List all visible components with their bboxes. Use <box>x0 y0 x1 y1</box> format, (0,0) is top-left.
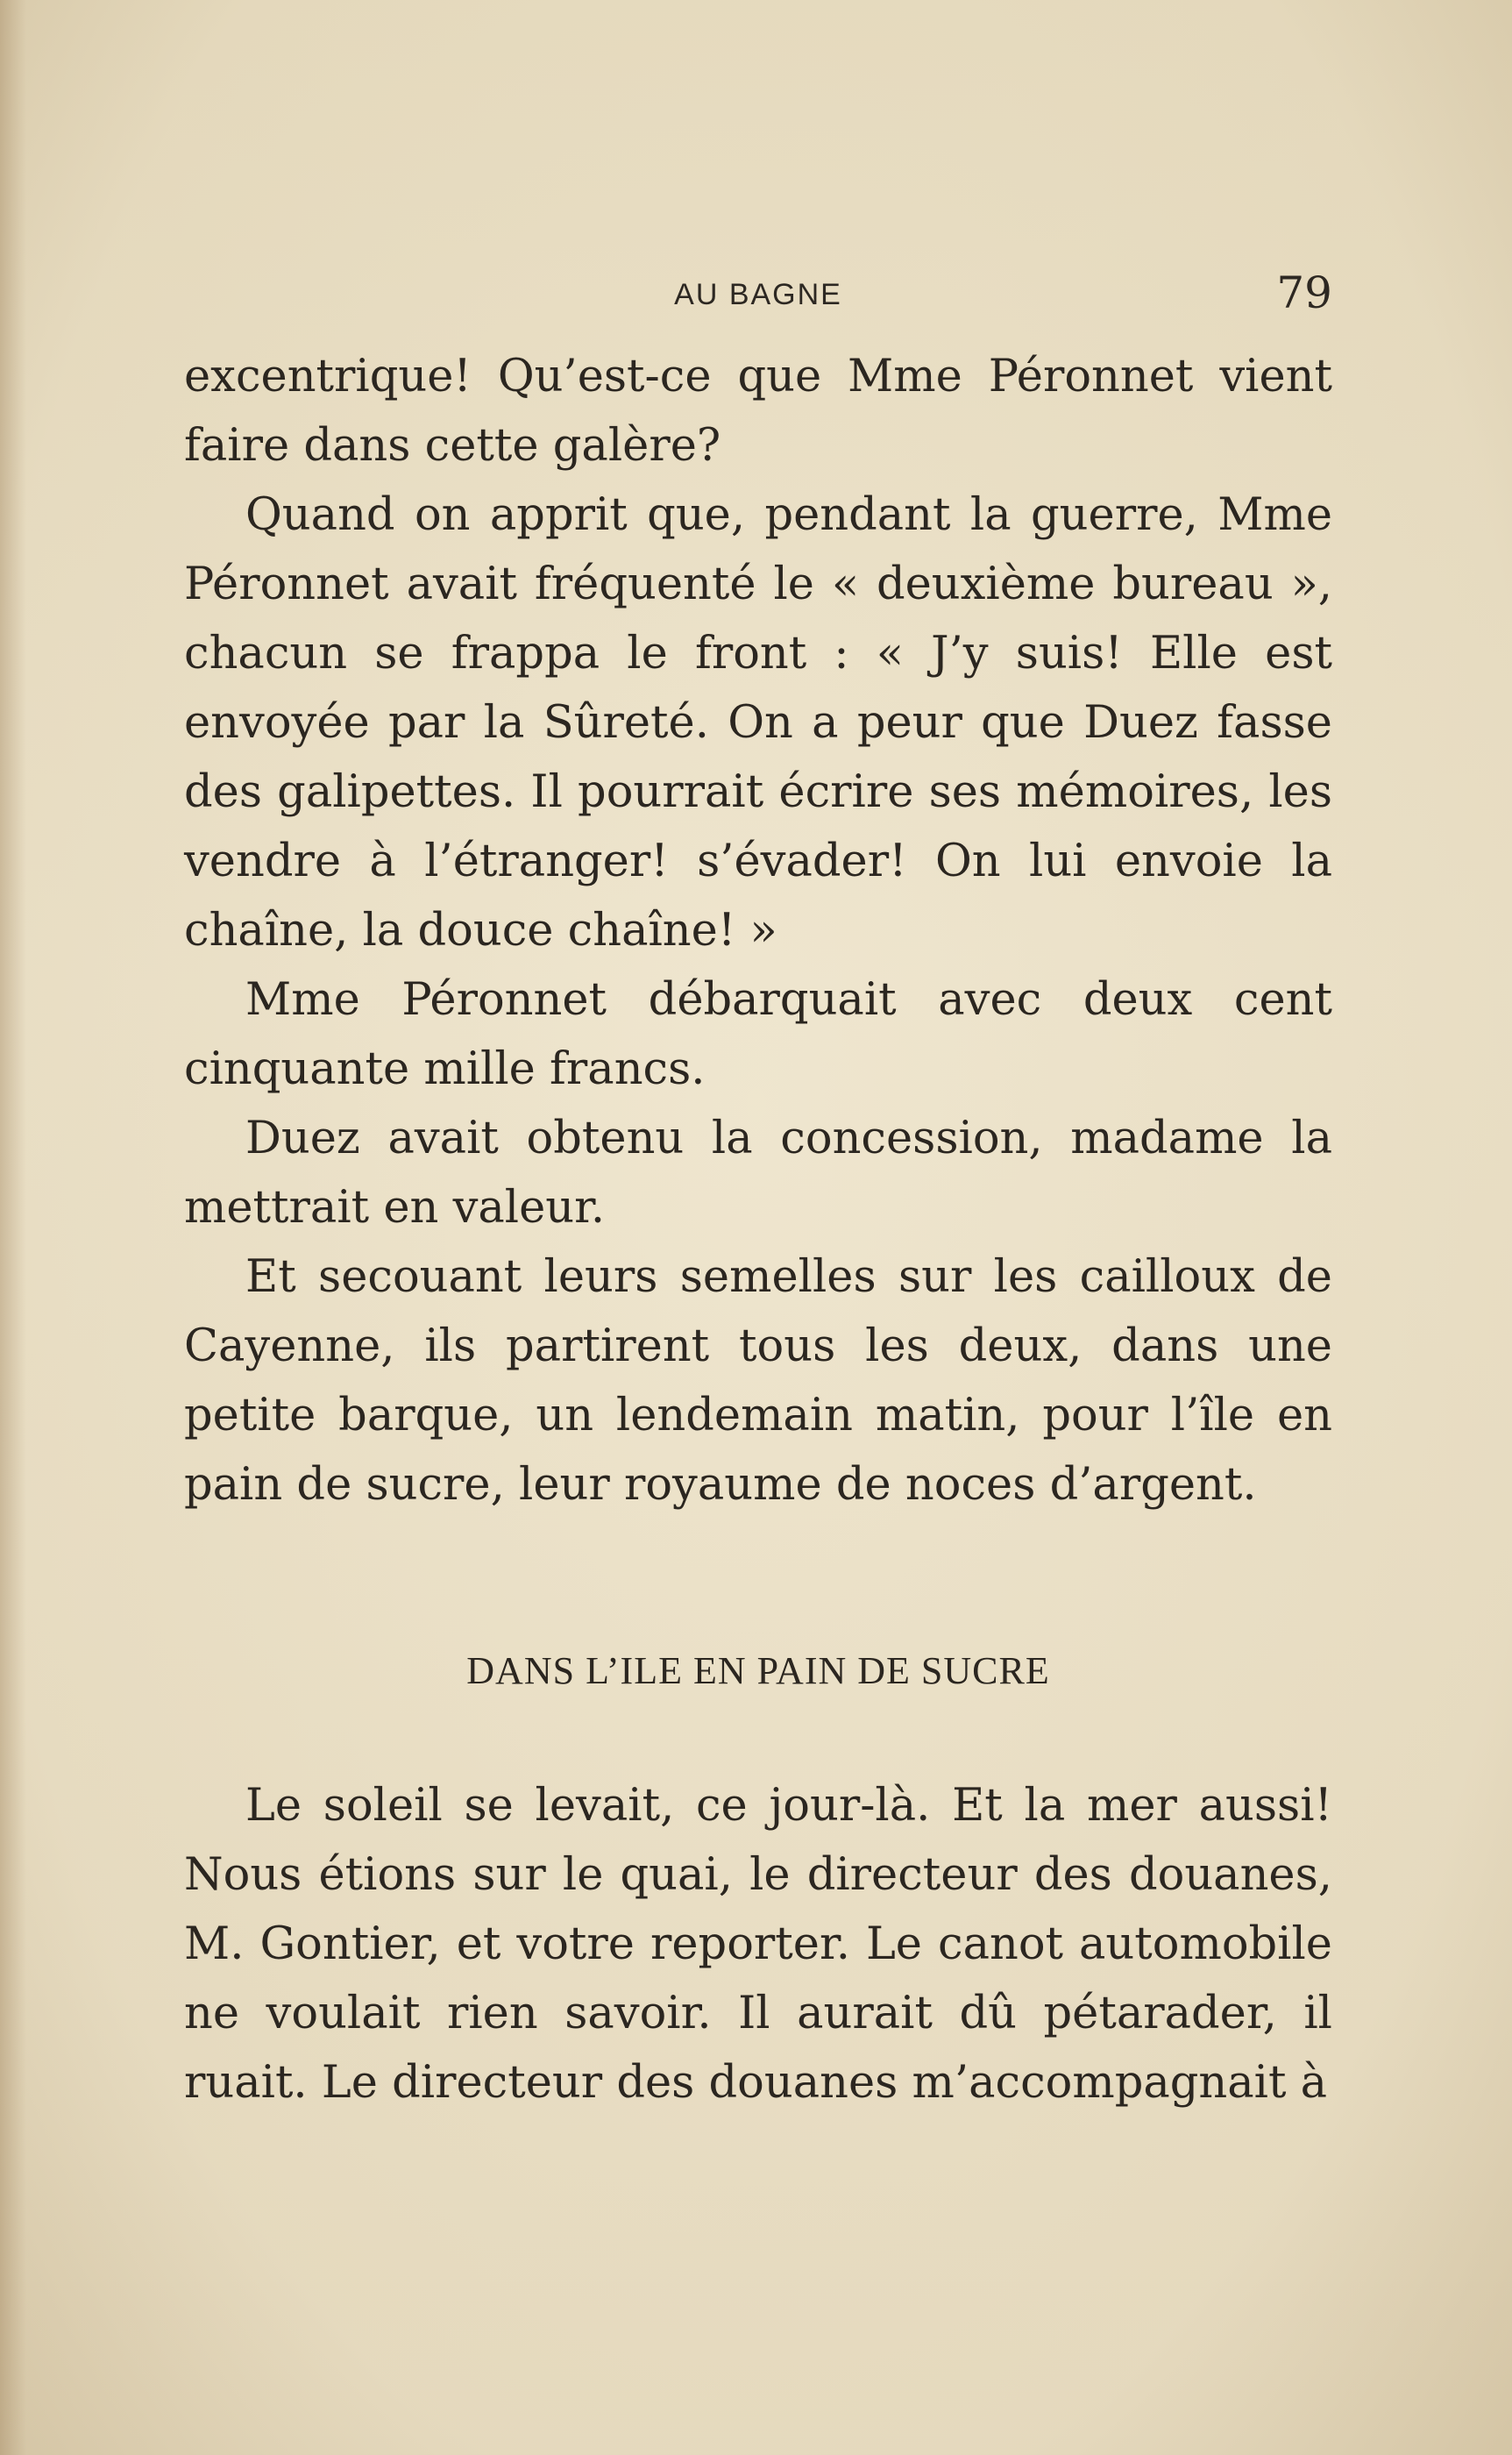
page-number: 79 <box>1276 267 1332 318</box>
page-edge-shadow <box>0 0 26 2455</box>
running-title: AU BAGNE <box>674 278 842 311</box>
paragraph: Quand on apprit que, pendant la guerre, Mme Péronnet avait fréquenté le « deuxième bureau », chacun se frappa le front : « J’y suis! Elle est envoyée par la Sûreté. On a peur que Duez fasse des galipettes. Il pourrait écrire ses mémoires, les vendre à l’étranger! s’évader! On lui envoie la chaîne, la douce chaîne! » <box>184 489 1332 957</box>
paragraph: Le soleil se levait, ce jour-là. Et la mer aussi! Nous étions sur le quai, le directeur des douanes, M. Gontier, et votre reporter. Le canot automobile ne voulait rien savoir. Il aurait dû pétarader, il ruait. Le directeur des douanes m’accompagnait à <box>184 1780 1332 2109</box>
chapter-text-continued <box>184 342 1332 1519</box>
section-text <box>184 1771 1332 2117</box>
paragraph: Mme Péronnet débarquait avec deux cent cinquante mille francs. <box>184 974 1332 1095</box>
paragraph: Duez avait obtenu la concession, madame la mettrait en valeur. <box>184 1113 1332 1234</box>
running-head <box>184 267 1332 320</box>
paragraph: excentrique! Qu’est-ce que Mme Péronnet vient faire dans cette galère? <box>184 351 1332 472</box>
section-heading: DANS L’ILE EN PAIN DE SUCRE <box>466 1649 1050 1692</box>
paragraph: Et secouant leurs semelles sur les cailloux de Cayenne, ils partirent tous les deux, dans une petite barque, un lendemain matin, pour l’île en pain de sucre, leur royaume de noces d’argent. <box>184 1251 1332 1511</box>
